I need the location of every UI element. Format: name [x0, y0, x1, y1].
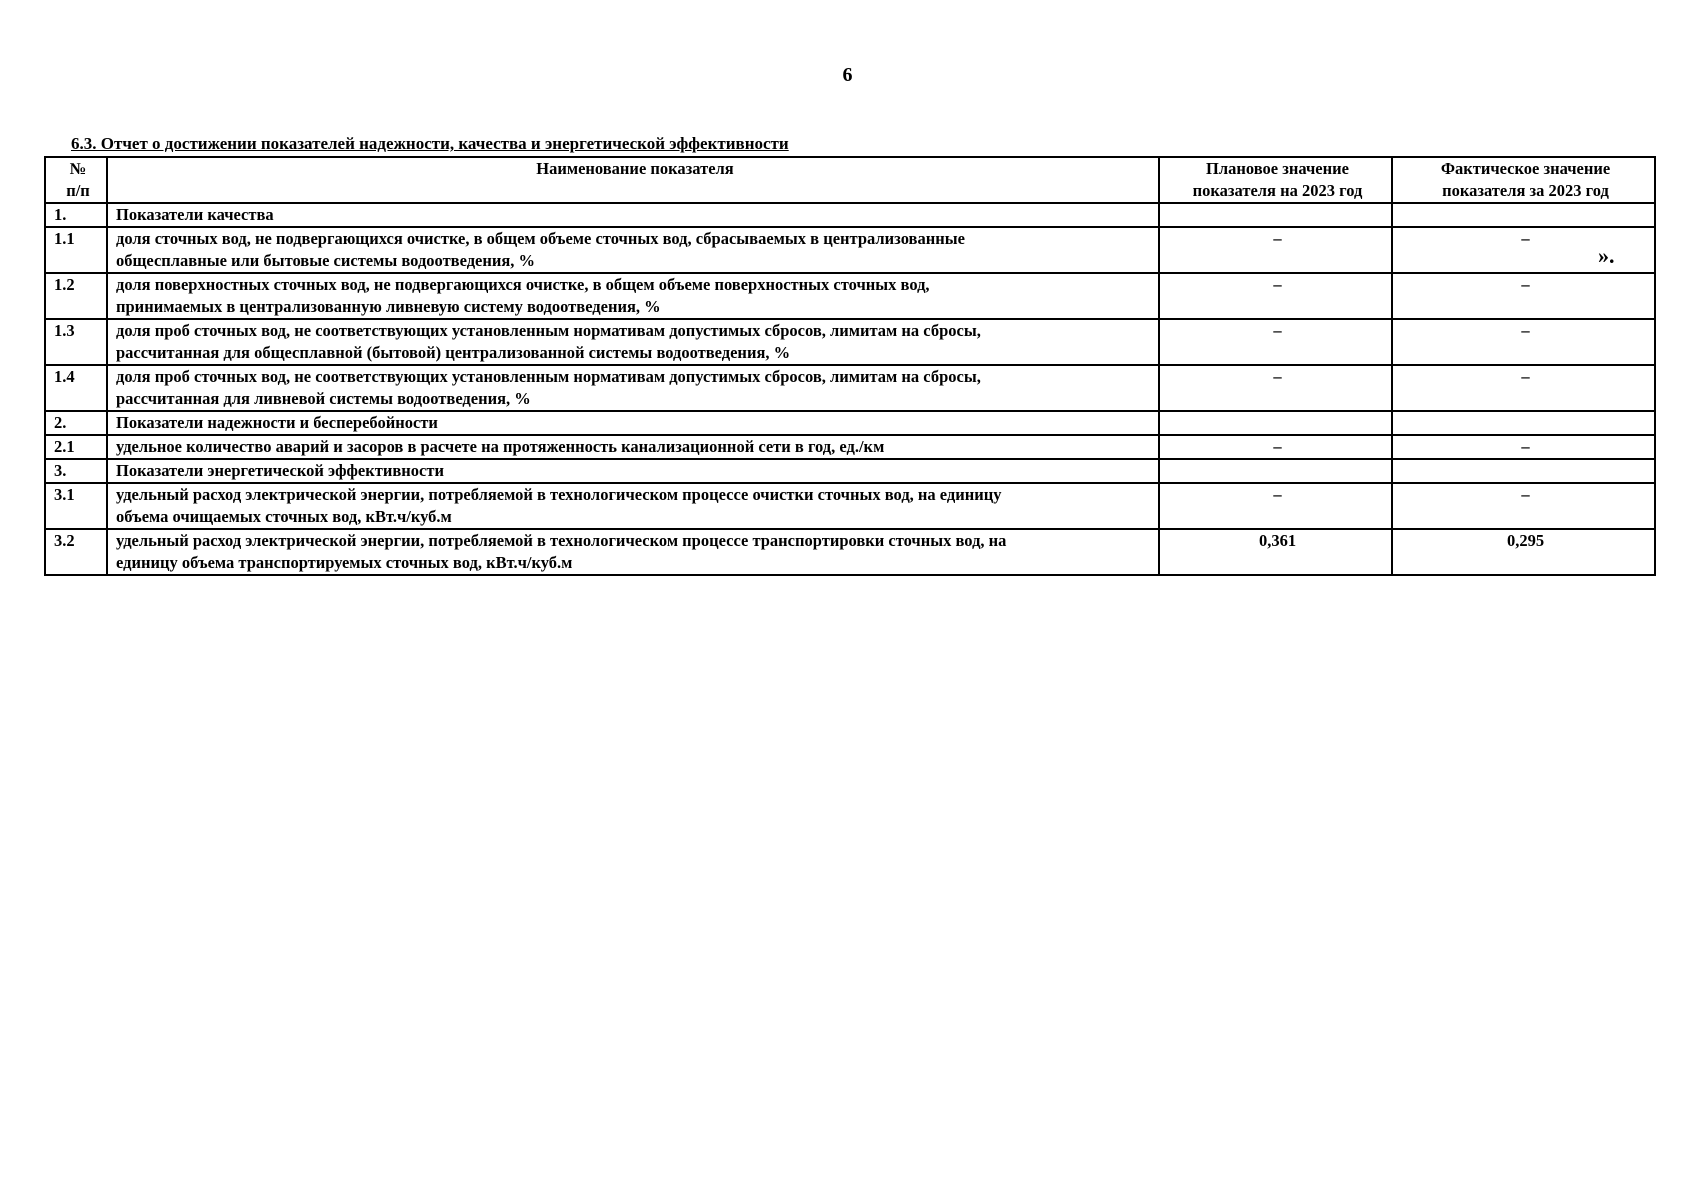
- row-name-line1: удельный расход электрической энергии, потребляемой в технологическом процессе транспортировки сточных вод, на: [116, 531, 1007, 550]
- header-fact-line2: показателя за 2023 год: [1442, 181, 1609, 200]
- row-name-line1: Показатели качества: [116, 205, 274, 224]
- page-number: 6: [842, 64, 853, 86]
- section-title: 6.3. Отчет о достижении показателей надежности, качества и энергетической эффективности: [71, 134, 789, 153]
- row-name-cell: [107, 411, 1159, 435]
- row-plan-cell: –: [1159, 227, 1392, 273]
- table-row: [45, 273, 1655, 319]
- row-name-line2: объема очищаемых сточных вод, кВт.ч/куб.м: [116, 507, 452, 526]
- row-plan-cell: [1159, 203, 1392, 227]
- row-num-cell: 1.2: [45, 273, 107, 319]
- row-name-cell: [107, 227, 1159, 273]
- row-fact-cell: –: [1392, 435, 1655, 459]
- row-name-line1: доля проб сточных вод, не соответствующих установленным нормативам допустимых сбросов, лимитам на сбросы,: [116, 321, 981, 340]
- row-name-line1: доля проб сточных вод, не соответствующих установленным нормативам допустимых сбросов, лимитам на сбросы,: [116, 367, 981, 386]
- row-name-line1: доля поверхностных сточных вод, не подвергающихся очистке, в общем объеме поверхностных сточных вод,: [116, 275, 930, 294]
- row-num-cell: 3.1: [45, 483, 107, 529]
- row-num-cell: 1.1: [45, 227, 107, 273]
- row-plan-cell: –: [1159, 435, 1392, 459]
- table-row: [45, 227, 1655, 273]
- row-fact-cell: –: [1392, 227, 1655, 273]
- row-fact-cell: [1392, 203, 1655, 227]
- row-name-cell: [107, 273, 1159, 319]
- row-num-cell: 1.: [45, 203, 107, 227]
- row-name-line1: удельный расход электрической энергии, потребляемой в технологическом процессе очистки сточных вод, на единицу: [116, 485, 1002, 504]
- table-header-row: [45, 157, 1655, 203]
- row-name-cell: [107, 203, 1159, 227]
- row-name-cell: [107, 365, 1159, 411]
- table-row: [45, 435, 1655, 459]
- header-fact-line1: Фактическое значение: [1440, 159, 1611, 178]
- header-num-line1: №: [69, 159, 87, 178]
- table-row: [45, 459, 1655, 483]
- row-num-cell: 2.1: [45, 435, 107, 459]
- row-name-cell: [107, 529, 1159, 575]
- header-num-cell: [45, 157, 107, 203]
- row-name-line1: удельное количество аварий и засоров в расчете на протяженность канализационной сети в год, ед./км: [116, 437, 885, 456]
- row-fact-cell: –: [1392, 273, 1655, 319]
- row-name-line1: доля сточных вод, не подвергающихся очистке, в общем объеме сточных вод, сбрасываемых в централизованные: [116, 229, 965, 248]
- header-num-line2: п/п: [66, 181, 90, 200]
- row-plan-cell: –: [1159, 365, 1392, 411]
- row-plan-cell: [1159, 411, 1392, 435]
- header-plan-line1: Плановое значение: [1206, 159, 1349, 178]
- row-num-cell: 3.: [45, 459, 107, 483]
- row-name-line1: Показатели надежности и бесперебойности: [116, 413, 438, 432]
- row-fact-cell: [1392, 411, 1655, 435]
- table-row: [45, 203, 1655, 227]
- row-name-line2: единицу объема транспортируемых сточных вод, кВт.ч/куб.м: [116, 553, 573, 572]
- row-num-cell: 2.: [45, 411, 107, 435]
- row-plan-cell: [1159, 459, 1392, 483]
- header-fact-cell: [1392, 157, 1655, 203]
- row-num-cell: 1.3: [45, 319, 107, 365]
- row-fact-cell: –: [1392, 483, 1655, 529]
- row-name-cell: [107, 459, 1159, 483]
- table-row: [45, 365, 1655, 411]
- row-fact-cell: 0,295: [1392, 529, 1655, 575]
- table-row: [45, 529, 1655, 575]
- row-name-line2: рассчитанная для общесплавной (бытовой) централизованной системы водоотведения, %: [116, 343, 791, 362]
- row-num-cell: 1.4: [45, 365, 107, 411]
- row-plan-cell: –: [1159, 483, 1392, 529]
- header-plan-cell: [1159, 157, 1392, 203]
- closing-quote-mark: ».: [1598, 243, 1615, 268]
- row-name-cell: [107, 483, 1159, 529]
- header-plan-line2: показателя на 2023 год: [1192, 181, 1363, 200]
- row-fact-cell: –: [1392, 319, 1655, 365]
- row-plan-cell: 0,361: [1159, 529, 1392, 575]
- table-row: [45, 483, 1655, 529]
- row-num-cell: 3.2: [45, 529, 107, 575]
- row-name-cell: [107, 319, 1159, 365]
- header-name-cell: Наименование показателя: [107, 157, 1159, 203]
- row-plan-cell: –: [1159, 319, 1392, 365]
- row-plan-cell: –: [1159, 273, 1392, 319]
- row-fact-cell: [1392, 459, 1655, 483]
- row-name-line2: рассчитанная для ливневой системы водоотведения, %: [116, 389, 531, 408]
- row-name-line2: общесплавные или бытовые системы водоотведения, %: [116, 251, 536, 270]
- table-row: [45, 411, 1655, 435]
- row-name-cell: [107, 435, 1159, 459]
- row-name-line1: Показатели энергетической эффективности: [116, 461, 444, 480]
- row-name-line2: принимаемых в централизованную ливневую систему водоотведения, %: [116, 297, 661, 316]
- indicators-table: [44, 156, 1656, 576]
- row-fact-cell: –: [1392, 365, 1655, 411]
- table-row: [45, 319, 1655, 365]
